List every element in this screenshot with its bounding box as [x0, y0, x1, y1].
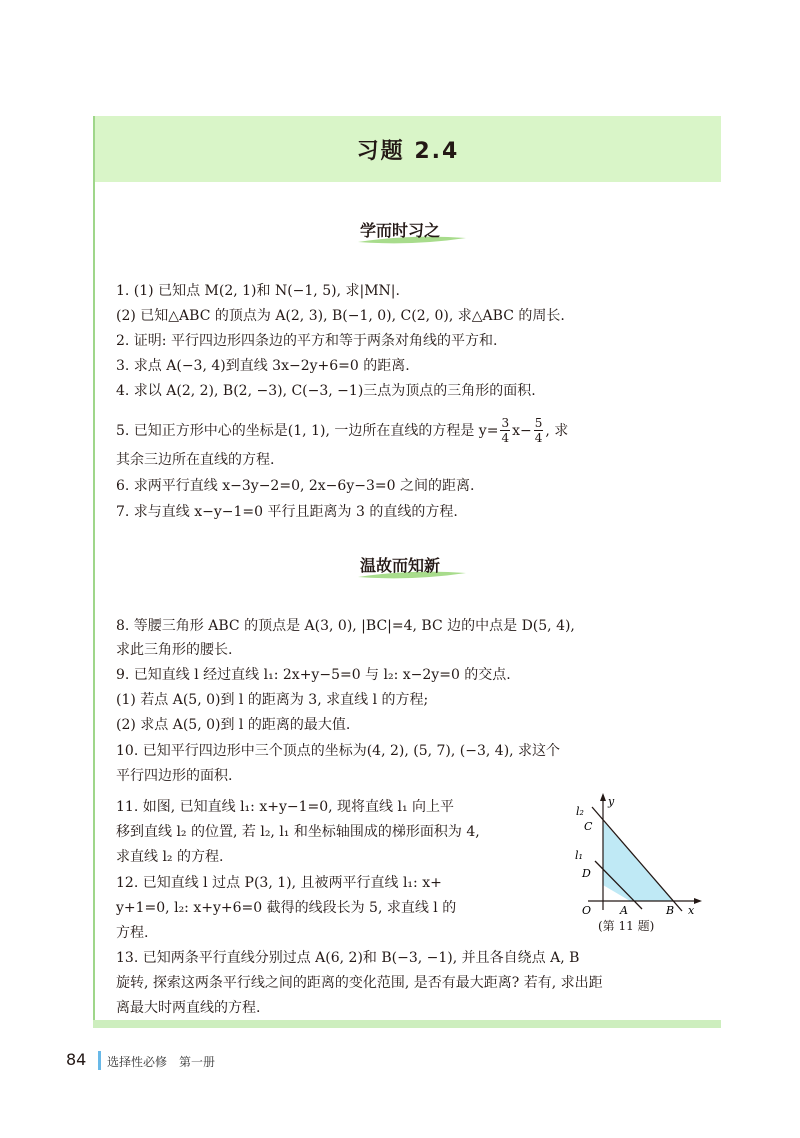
fraction-1 [500, 416, 510, 445]
line-6-text-m: x− [512, 422, 532, 439]
y-axis-arrow-icon [600, 793, 606, 801]
line-22: 方程. [116, 925, 149, 941]
line-1: 1. (1) 已知点 M(2, 1)和 N(−1, 5), 求|MN|. [116, 283, 400, 299]
page-title: 习题 2.4 [356, 139, 460, 164]
label-C: C [584, 820, 593, 833]
label-y: y [608, 795, 615, 808]
line-24: 旋转, 探索这两条平行线之间的距离的变化范围, 是否有最大距离? 若有, 求出距 [116, 975, 603, 991]
label-B: B [666, 904, 675, 917]
book-name: 选择性必修 第一册 [107, 1055, 216, 1069]
label-l2: l₂ [576, 805, 584, 818]
line-15: 10. 已知平行四边形中三个顶点的坐标为(4, 2), (5, 7), (−3, 4), 求这个 [116, 743, 561, 759]
line-14: (2) 求点 A(5, 0)到 l 的距离的最大值. [116, 717, 351, 733]
line-8: 6. 求两平行直线 x−3y−2=0, 2x−6y−3=0 之间的距离. [116, 478, 475, 494]
line-6-text-a: 5. 已知正方形中心的坐标是(1, 1), 一边所在直线的方程是 y= [116, 422, 499, 439]
line-17: 11. 如图, 已知直线 l₁: x+y−1=0, 现将直线 l₁ 向上平 [116, 799, 455, 815]
footer-divider [98, 1051, 101, 1070]
figure-11 [570, 793, 705, 933]
label-l1: l₁ [575, 849, 583, 862]
title-band [95, 116, 721, 182]
line-5: 4. 求以 A(2, 2), B(2, −3), C(−3, −1)三点为顶点的三角形的面积. [116, 383, 536, 399]
fraction-1-num: 3 [501, 416, 510, 430]
fraction-1-den: 4 [501, 431, 510, 445]
line-18: 移到直线 l₂ 的位置, 若 l₂, l₁ 和坐标轴围成的梯形面积为 4, [116, 824, 480, 840]
section-title-2: 温故而知新 [359, 556, 440, 575]
box-bottom-bar [93, 1020, 721, 1028]
line-12: 9. 已知直线 l 经过直线 l₁: 2x+y−5=0 与 l₂: x−2y=0 的交点. [116, 667, 511, 683]
line-23: 13. 已知两条平行直线分别过点 A(6, 2)和 B(−3, −1), 并且各自绕点 A, B [116, 950, 580, 966]
fraction-2-num: 5 [534, 416, 543, 430]
line-10: 8. 等腰三角形 ABC 的顶点是 A(3, 0), |BC|=4, BC 边的中点是 D(5, 4), [116, 618, 575, 634]
section-heading-1 [0, 218, 800, 241]
line-21: y+1=0, l₂: x+y+6=0 截得的线段长为 5, 求直线 l 的 [116, 900, 457, 916]
label-O: O [582, 904, 592, 917]
fraction-2-den: 4 [534, 431, 543, 445]
label-x: x [688, 904, 695, 917]
line-6-text-b: , 求 [545, 422, 569, 439]
line-4: 3. 求点 A(−3, 4)到直线 3x−2y+6=0 的距离. [116, 358, 410, 374]
line-13: (1) 若点 A(5, 0)到 l 的距离为 3, 求直线 l 的方程; [116, 692, 429, 708]
section-title-1: 学而时习之 [359, 221, 440, 240]
figure-caption: (第 11 题) [598, 919, 655, 933]
label-A: A [620, 904, 628, 917]
line-7: 其余三边所在直线的方程. [116, 452, 275, 468]
line-9: 7. 求与直线 x−y−1=0 平行且距离为 3 的直线的方程. [116, 504, 458, 520]
label-D: D [582, 867, 591, 880]
section-heading-2 [0, 553, 800, 576]
line-19: 求直线 l₂ 的方程. [116, 849, 224, 865]
page-number: 84 [66, 1050, 87, 1069]
line-2: (2) 已知△ABC 的顶点为 A(2, 3), B(−1, 0), C(2, 0), 求△ABC 的周长. [116, 308, 565, 324]
line-6 [116, 416, 568, 445]
line-3: 2. 证明: 平行四边形四条边的平方和等于两条对角线的平方和. [116, 333, 498, 349]
line-11: 求此三角形的腰长. [116, 642, 233, 658]
line-20: 12. 已知直线 l 过点 P(3, 1), 且被两平行直线 l₁: x+ [116, 875, 442, 891]
line-16: 平行四边形的面积. [116, 768, 233, 784]
x-axis-arrow-icon [694, 898, 702, 904]
fraction-2 [534, 416, 544, 445]
line-25: 离最大时两直线的方程. [116, 1000, 261, 1016]
